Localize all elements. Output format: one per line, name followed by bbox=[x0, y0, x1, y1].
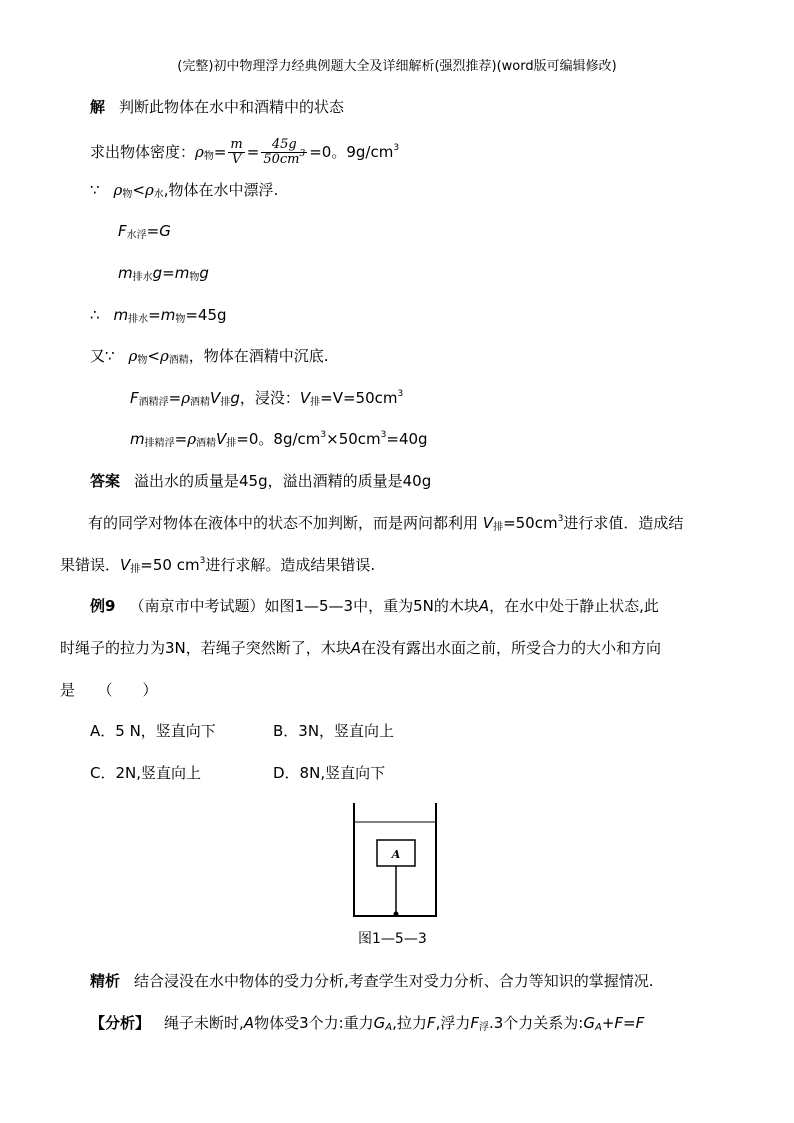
analysis-label: 精析 bbox=[90, 972, 121, 990]
example-label: 例9 bbox=[90, 597, 116, 615]
option-c: C．2N,竖直向上 bbox=[90, 764, 202, 782]
mass-water-result: ∴ $m_{排水}=m_物=45g$ bbox=[90, 306, 227, 325]
example-line-1: 例9 （南京市中考试题）如图1—5—3中，重为5N的木块A，在水中处于静止状态,此 bbox=[90, 597, 659, 615]
alcohol-mass-result: $m_{排精浮}=\rho_{酒精}V_排=0$。$8g/cm^3\times 50cm^3=40g$ bbox=[130, 430, 428, 449]
answer-label: 答案 bbox=[90, 472, 121, 490]
page-header: (完整)初中物理浮力经典例题大全及详细解析(强烈推荐)(word版可编辑修改) bbox=[177, 59, 617, 74]
figure-container-diagram bbox=[340, 798, 450, 923]
buoyancy-equals-weight: $F_{水浮}=G$ bbox=[118, 222, 171, 241]
sink-condition: 又∵ $\rho_物<\rho_{酒精}$，物体在酒精中沉底. bbox=[90, 347, 329, 366]
answer: 答案 溢出水的质量是45g，溢出酒精的质量是40g bbox=[90, 472, 432, 490]
rope-anchor bbox=[394, 912, 399, 917]
example-line-3: 是 （ ） bbox=[60, 681, 158, 699]
option-d: D．8N,竖直向下 bbox=[273, 764, 386, 782]
fraction-value: $\frac{45g}{50cm^3}$ bbox=[263, 137, 306, 167]
option-a: A．5 N，竖直向下 bbox=[90, 722, 216, 740]
alcohol-buoyancy: $F_{酒精浮}=\rho_{酒精}V_排g$，浸没：$V_排=V=50cm^3$ bbox=[130, 389, 404, 408]
block-label: A bbox=[391, 848, 401, 861]
option-b: B．3N，竖直向上 bbox=[273, 722, 395, 740]
fenxi: 【分析】 绳子未断时,A物体受3个力:重力$G_A$,拉力F,浮力$F_浮.3$个力关系为$:G_A+F=F$ bbox=[90, 1014, 645, 1033]
figure-caption: 图1—5—3 bbox=[358, 931, 427, 947]
fenxi-label: 【分析】 bbox=[90, 1014, 151, 1032]
fraction-m-over-v: $\frac{m}{V}$ bbox=[230, 137, 243, 167]
analysis: 精析 结合浸没在水中物体的受力分析,考查学生对受力分析、合力等知识的掌握情况. bbox=[90, 972, 654, 990]
float-condition: ∵ $\rho_物<\rho_水$,物体在水中漂浮. bbox=[90, 181, 279, 200]
note-line-1: 有的同学对物体在液体中的状态不加判断，而是两问都利用 $V_排=50cm^3$进行求值．造成结 bbox=[88, 514, 684, 533]
density-equation: 求出物体密度：$\rho_物=$ $\frac{m}{V}$ = $\frac{45g}{50cm^3}$ =0。$9g/cm^3$ bbox=[90, 137, 400, 167]
solution-label: 解 bbox=[90, 98, 106, 116]
solution-intro: 解 判断此物体在水中和酒精中的状态 bbox=[90, 98, 345, 116]
example-line-2: 时绳子的拉力为3N，若绳子突然断了，木块A在没有露出水面之前，所受合力的大小和方向 bbox=[60, 639, 662, 657]
note-line-2: 果错误．$V_排=50$ $cm^3$进行求解。造成结果错误. bbox=[60, 556, 376, 575]
mass-relation: $m_{排水}g=m_物g$ bbox=[118, 264, 209, 283]
